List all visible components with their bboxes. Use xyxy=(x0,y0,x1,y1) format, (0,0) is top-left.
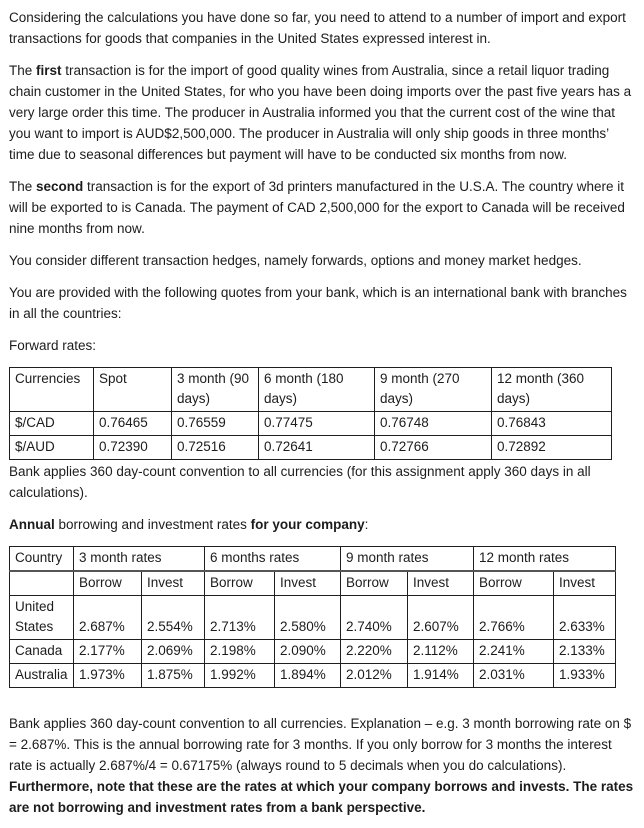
forward-row-aud xyxy=(10,436,612,460)
header-cell-3month: 3 month (90 days) xyxy=(172,368,259,412)
header-cell-currencies: Currencies xyxy=(10,368,94,412)
rate-cell: 1.933% xyxy=(554,664,616,688)
rate-cell: 2.687% xyxy=(74,596,142,640)
rate-cell: 2.069% xyxy=(142,640,205,664)
rate-cell: 0.72390 xyxy=(94,436,172,460)
rate-cell: 1.875% xyxy=(142,664,205,688)
rate-cell: 2.012% xyxy=(341,664,408,688)
rate-cell: 2.031% xyxy=(474,664,554,688)
forward-rates-label: Forward rates: xyxy=(9,338,97,353)
header-cell-country: Country xyxy=(10,547,74,572)
forward-row-cad xyxy=(10,412,612,436)
rate-cell: 2.241% xyxy=(474,640,554,664)
rate-cell: 2.713% xyxy=(205,596,275,640)
rate-cell: 2.740% xyxy=(341,596,408,640)
country-cell: Canada xyxy=(10,640,74,664)
rates-group-header-row xyxy=(10,547,616,572)
bold-phrase-for-your-company: for your company xyxy=(250,517,365,532)
rate-cell: 2.220% xyxy=(341,640,408,664)
paragraph-first-transaction xyxy=(9,60,634,165)
annual-rates-heading xyxy=(9,514,634,535)
paragraph-bank-quotes: You are provided with the following quotes from your bank, which is an international bank with branches in all the countries: xyxy=(9,285,627,321)
rate-cell: 2.198% xyxy=(205,640,275,664)
rate-cell: 1.992% xyxy=(205,664,275,688)
rate-cell: 2.133% xyxy=(554,640,616,664)
rate-cell: 0.77475 xyxy=(259,412,375,436)
rates-subheader-row xyxy=(10,571,616,596)
rate-cell: 0.72892 xyxy=(492,436,612,460)
rate-cell: 2.554% xyxy=(142,596,205,640)
header-cell-9month-rates: 9 month rates xyxy=(341,547,474,572)
header-cell-12month-rates: 12 month rates xyxy=(474,547,616,572)
header-cell-spot: Spot xyxy=(94,368,172,412)
subheader-invest: Invest xyxy=(554,571,616,596)
rate-cell: 0.76559 xyxy=(172,412,259,436)
rate-cell: 2.607% xyxy=(408,596,474,640)
paragraph-hedges: You consider different transaction hedges, namely forwards, options and money market hedges. xyxy=(9,253,582,268)
final-note-bold: Furthermore, note that these are the rates at which your company borrows and invests. The rates are not borrowing and investment rates from a bank perspective. xyxy=(9,779,634,815)
final-note: Bank applies 360 day-count convention to all currencies. Explanation – e.g. 3 month borrowing rate on $ = 2.687%. This is the annual borrowing rate for 3 months. If you only borrow for 3 months the interest rate is actually 2.687%/4 = 0.67175% (always round to 5 decimals when you do calculations). xyxy=(9,716,632,773)
header-cell-6month: 6 month (180 days) xyxy=(259,368,375,412)
rates-row-united-states xyxy=(10,596,616,640)
header-cell-3month-rates: 3 month rates xyxy=(74,547,205,572)
rate-cell: 1.973% xyxy=(74,664,142,688)
subheader-borrow: Borrow xyxy=(74,571,142,596)
header-cell-6month-rates: 6 months rates xyxy=(205,547,341,572)
forward-rates-section xyxy=(9,367,634,503)
rate-cell: 1.914% xyxy=(408,664,474,688)
rates-row-australia xyxy=(10,664,616,688)
heading-text: : xyxy=(364,517,369,532)
rate-cell: 2.766% xyxy=(474,596,554,640)
country-cell: Australia xyxy=(10,664,74,688)
bold-word-second: second xyxy=(36,179,84,194)
heading-text: borrowing and investment rates xyxy=(54,517,251,532)
currency-cell: $/AUD xyxy=(10,436,94,460)
paragraph-text: transaction is for the export of 3d printers manufactured in the U.S.A. The country where it will be exported to is Canada. The payment of CAD 2,500,000 for the export to Canada will be received nine months from now. xyxy=(9,179,625,236)
forward-rates-table xyxy=(9,367,612,460)
subheader-invest: Invest xyxy=(142,571,205,596)
rate-cell: 0.76748 xyxy=(375,412,492,436)
rate-cell: 0.72516 xyxy=(172,436,259,460)
rate-cell: 2.112% xyxy=(408,640,474,664)
rate-cell: 0.76843 xyxy=(492,412,612,436)
rate-cell: 0.76465 xyxy=(94,412,172,436)
bold-word-annual: Annual xyxy=(9,517,55,532)
subheader-borrow: Borrow xyxy=(205,571,275,596)
paragraph-text: The xyxy=(9,63,37,78)
table1-note: Bank applies 360 day-count convention to all currencies (for this assignment apply 360 days in all calculations). xyxy=(9,464,591,500)
company-rates-table xyxy=(9,546,616,688)
currency-cell: $/CAD xyxy=(10,412,94,436)
rate-cell: 2.580% xyxy=(275,596,341,640)
subheader-invest: Invest xyxy=(408,571,474,596)
paragraph-text: transaction is for the import of good quality wines from Australia, since a retail liquor trading chain customer in the United States, for who you have been doing imports over the past five years has a very large order this time. The producer in Australia informed you that the current cost of the wine that you want to import is AUD$2,500,000. The producer in Australia will only ship goods in three months’ time due to seasonal differences but payment will have to be conducted six months from now. xyxy=(9,63,632,162)
subheader-invest: Invest xyxy=(275,571,341,596)
empty-cell xyxy=(10,571,74,596)
paragraph-text: The xyxy=(9,179,37,194)
bold-word-first: first xyxy=(36,63,62,78)
subheader-borrow: Borrow xyxy=(474,571,554,596)
rate-cell: 2.090% xyxy=(275,640,341,664)
rates-row-canada xyxy=(10,640,616,664)
rate-cell: 1.894% xyxy=(275,664,341,688)
paragraph-intro: Considering the calculations you have done so far, you need to attend to a number of import and export transactions for goods that companies in the United States expressed interest in. xyxy=(9,10,626,46)
rate-cell: 0.72766 xyxy=(375,436,492,460)
rate-cell: 2.177% xyxy=(74,640,142,664)
header-cell-12month: 12 month (360 days) xyxy=(492,368,612,412)
country-cell: United States xyxy=(10,596,74,640)
subheader-borrow: Borrow xyxy=(341,571,408,596)
rate-cell: 0.72641 xyxy=(259,436,375,460)
forward-header-row xyxy=(10,368,612,412)
rate-cell: 2.633% xyxy=(554,596,616,640)
header-cell-9month: 9 month (270 days) xyxy=(375,368,492,412)
paragraph-second-transaction xyxy=(9,176,634,239)
